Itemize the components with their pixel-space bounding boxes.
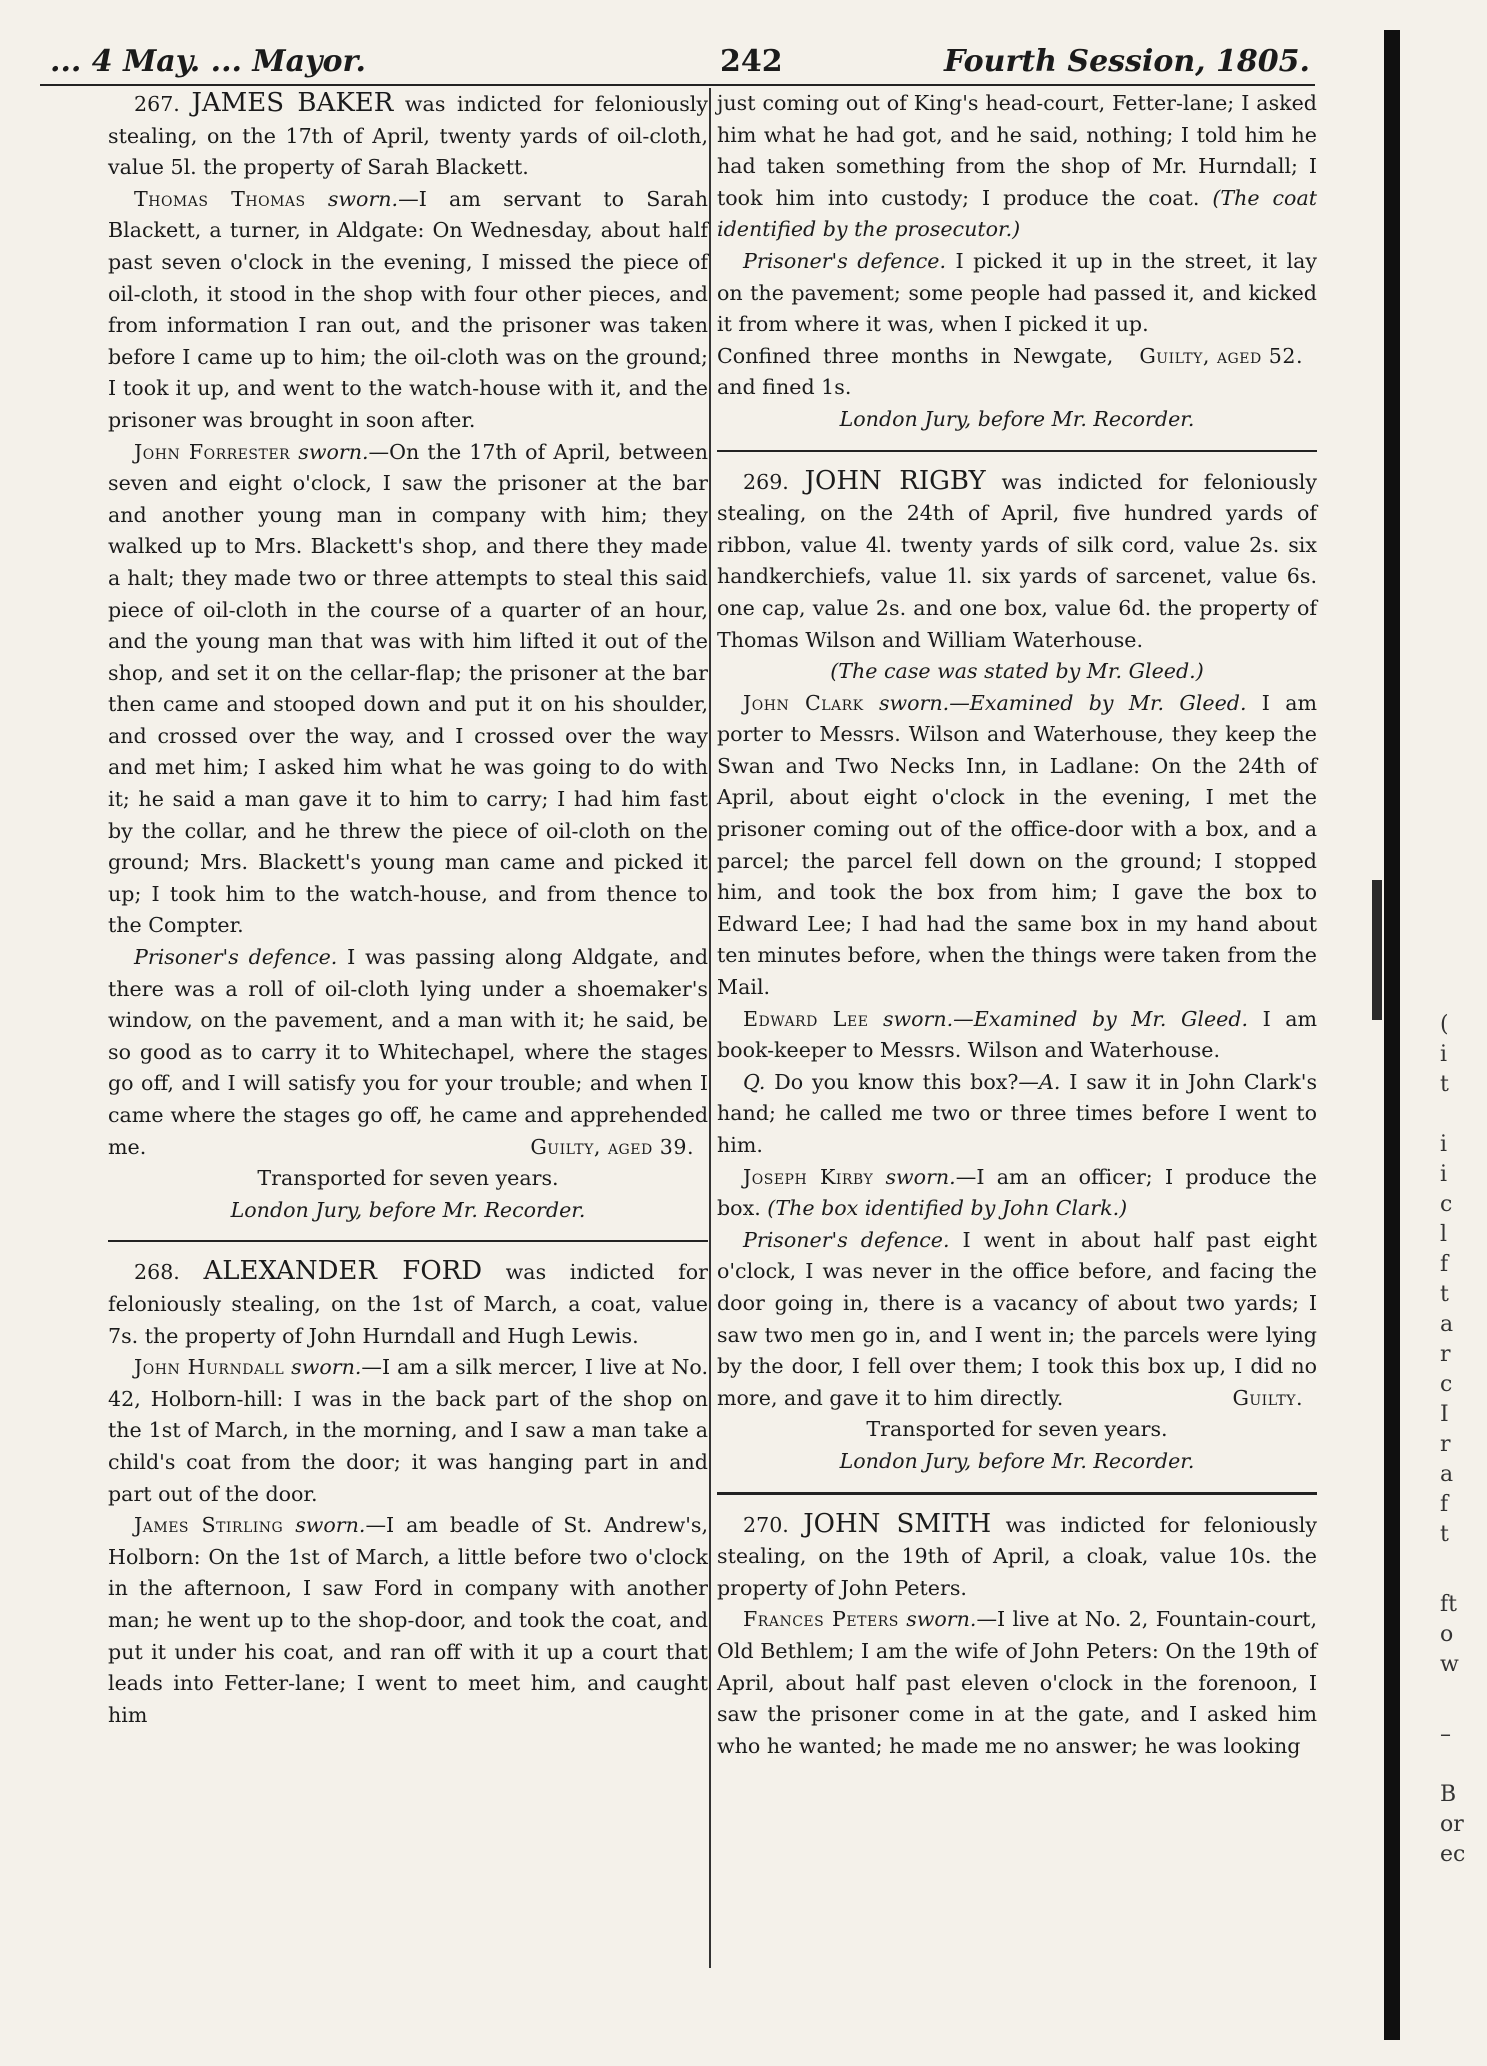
case-separator	[717, 450, 1317, 452]
facing-page-fragment: B	[1440, 1782, 1457, 1807]
case-269-witness-3: Joseph Kirby sworn.—I am an officer; I produce the box. (The box identified by John Clark.)	[717, 1164, 1317, 1221]
case-268-defence: Prisoner's defence. I picked it up in the street, it lay on the pavement; some people had passed it, and kicked it from where it was, when I picked it up. Guilty, aged 52.	[717, 246, 1317, 341]
facing-page-fragment: ec	[1440, 1842, 1466, 1867]
header-left: ... 4 May. ... Mayor.	[50, 44, 366, 79]
case-268-verdict: Guilty, aged 52.	[1139, 343, 1303, 368]
facing-page-fragment: –	[1440, 1722, 1451, 1747]
case-269-question: Q. Do you know this box?—A. I saw it in John Clark's hand; he called me two or three times before I went to him.	[717, 1069, 1318, 1157]
facing-page-fragment: o	[1440, 1622, 1454, 1647]
facing-page-fragment: a	[1440, 1462, 1454, 1487]
case-268-sentence: Confined three months in Newgate, and fined 1s.	[717, 343, 1114, 400]
case-267-witness-2: John Forrester sworn.—On the 17th of April, between seven and eight o'clock, I saw the prisoner at the bar and another young man in company with him; they walked up to Mrs. Blackett's shop, and there they made a halt; they made two or three attempts to steal this said piece of oil-cloth in the course of a quarter of an hour, and the young man that was with him lifted it out of the shop, and set it on the cellar-flap; the prisoner at the bar then came and stooped down and put it on his shoulder, and crossed over the way, and I crossed over the way and met him; I asked him what he was going to do with it; he said a man gave it to him to carry; I had him fast by the collar, and he threw the piece of oil-cloth on the ground; Mrs. Blackett's young man came and picked it up; I took him to the watch-house, and from thence to the Compter.	[108, 439, 709, 938]
left-column	[108, 88, 708, 1731]
case-268-witness-2: James Stirling sworn.—I am beadle of St. Andrew's, Holborn: On the 1st of March, a little before two o'clock in the afternoon, I saw Ford in company with another man; he went up to the shop-door, and took the coat, and put it under his coat, and ran off with it up a court that leads into Fetter-lane; I went to meet him, and caught him	[108, 1513, 708, 1727]
facing-page-fragment: t	[1440, 1072, 1449, 1097]
facing-page-fragment: w	[1440, 1652, 1459, 1677]
facing-page-fragment: i	[1440, 1162, 1448, 1187]
case-268-heading: 268. ALEXANDER FORD was indicted for feloniously stealing, on the 1st of March, a coat, value 7s. the property of John Hurndall and Hugh Lewis.	[108, 1256, 708, 1348]
column-divider	[709, 88, 711, 1968]
header-rule	[40, 84, 1315, 86]
case-269-defence: Prisoner's defence. I went in about half past eight o'clock, I was never in the office before, and facing the door going in, there is a vacancy of about two yards; I saw two men go in, and I went in; the parcels were lying by the door, I fell over them; I took this box up, I did no more, and gave it to him directly. Guilty.	[717, 1225, 1317, 1415]
case-269-heading: 269. JOHN RIGBY was indicted for feloniously stealing, on the 24th of April, five hundred yards of ribbon, value 4l. twenty yards of silk cord, value 2s. six handkerchiefs, value 1l. six yards of sarcenet, value 6s. one cap, value 2s. and one box, value 6d. the property of Thomas Wilson and William Waterhouse.	[717, 465, 1317, 652]
right-column	[717, 88, 1317, 1762]
facing-page-fragment: or	[1440, 1812, 1464, 1837]
facing-page-fragment: ft	[1440, 1592, 1457, 1617]
facing-page-fragment: r	[1440, 1342, 1451, 1367]
case-267-defence: Prisoner's defence. I was passing along Aldgate, and there was a roll of oil-cloth lying under a shoemaker's window, on the pavement, and a man with it; he said, be so good as to carry it to Whitechapel, where the stages go off, and I will satisfy you for your trouble; and when I came where the stages go off, he came and apprehended me. Guilty, aged 39.	[108, 942, 708, 1163]
case-separator	[108, 1240, 708, 1242]
facing-page-fragment: (	[1440, 1012, 1449, 1037]
case-267-heading: 267. JAMES BAKER was indicted for feloniously stealing, on the 17th of April, twenty yards of oil-cloth, value 5l. the property of Sarah Blackett.	[108, 88, 709, 180]
page-number: 242	[720, 44, 783, 79]
facing-page-fragment: c	[1440, 1372, 1453, 1397]
facing-page-fragment: t	[1440, 1522, 1449, 1547]
header-right: Fourth Session, 1805.	[944, 44, 1310, 79]
case-267-verdict: Guilty, aged 39.	[530, 1134, 694, 1159]
case-269-witness-1: John Clark sworn.—Examined by Mr. Gleed. I am porter to Messrs. Wilson and Waterhouse, they keep the Swan and Two Necks Inn, in Ladlane: On the 24th of April, about eight o'clock in the evening, I met the prisoner coming out of the office-door with a box, and a parcel; the parcel fell down on the ground; I stopped him, and took the box from him; I gave the box to Edward Lee; I had had the same box in my hand about ten minutes before, when the things were taken from the Mail.	[717, 690, 1318, 1000]
running-header	[40, 44, 1310, 84]
case-269-stated: (The case was stated by Mr. Gleed.)	[830, 659, 1204, 684]
scan-edge-shadow	[1384, 30, 1400, 2040]
facing-page-fragment: f	[1440, 1492, 1449, 1517]
facing-page-fragment: i	[1440, 1132, 1448, 1157]
facing-page-fragment: l	[1440, 1222, 1448, 1247]
case-269-jury: London Jury, before Mr. Recorder.	[839, 1448, 1195, 1473]
facing-page-fragment: f	[1440, 1252, 1449, 1277]
facing-page-fragment: I	[1440, 1402, 1449, 1427]
scan-edge-shadow-inner	[1372, 880, 1382, 1020]
case-270-heading: 270. JOHN SMITH was indicted for feloniously stealing, on the 19th of April, a cloak, value 10s. the property of John Peters.	[717, 1508, 1318, 1600]
case-267-sentence: Transported for seven years.	[257, 1166, 559, 1191]
facing-page-fragment: a	[1440, 1312, 1454, 1337]
case-267-jury: London Jury, before Mr. Recorder.	[230, 1197, 586, 1222]
facing-page-fragment: t	[1440, 1282, 1449, 1307]
case-268-continuation: just coming out of King's head-court, Fetter-lane; I asked him what he had got, and he said, nothing; I told him he had taken something from the shop of Mr. Hurndall; I took him into custody; I produce the coat. (The coat identified by the prosecutor.)	[717, 91, 1317, 242]
case-268-jury: London Jury, before Mr. Recorder.	[839, 406, 1195, 431]
case-269-witness-2: Edward Lee sworn.—Examined by Mr. Gleed. I am book-keeper to Messrs. Wilson and Waterhouse.	[717, 1006, 1318, 1063]
case-separator	[717, 1492, 1317, 1495]
case-267-witness-1: Thomas Thomas sworn.—I am servant to Sarah Blackett, a turner, in Aldgate: On Wednesday, about half past seven o'clock in the evening, I missed the piece of oil-cloth, it stood in the shop with four other pieces, and from information I ran out, and the prisoner was taken before I came up to him; the oil-cloth was on the ground; I took it up, and went to the watch-house with it, and the prisoner was brought in soon after.	[108, 186, 709, 432]
facing-page-fragment: i	[1440, 1042, 1448, 1067]
facing-page-fragment: r	[1440, 1432, 1451, 1457]
case-268-witness-1: John Hurndall sworn.—I am a silk mercer, I live at No. 42, Holborn-hill: I was in the back part of the shop on the 1st of March, in the morning, and I saw a man take a child's coat from the door; it was hanging part in and part out of the door.	[108, 1355, 708, 1506]
case-269-sentence: Transported for seven years.	[866, 1417, 1168, 1442]
facing-page-fragment: c	[1440, 1192, 1453, 1217]
case-270-witness-1: Frances Peters sworn.—I live at No. 2, Fountain-court, Old Bethlem; I am the wife of John Peters: On the 19th of April, about half past eleven o'clock in the forenoon, I saw the prisoner come in at the gate, and I asked him who he wanted; he made me no answer; he was looking	[717, 1607, 1318, 1758]
case-269-verdict: Guilty.	[1232, 1385, 1303, 1410]
